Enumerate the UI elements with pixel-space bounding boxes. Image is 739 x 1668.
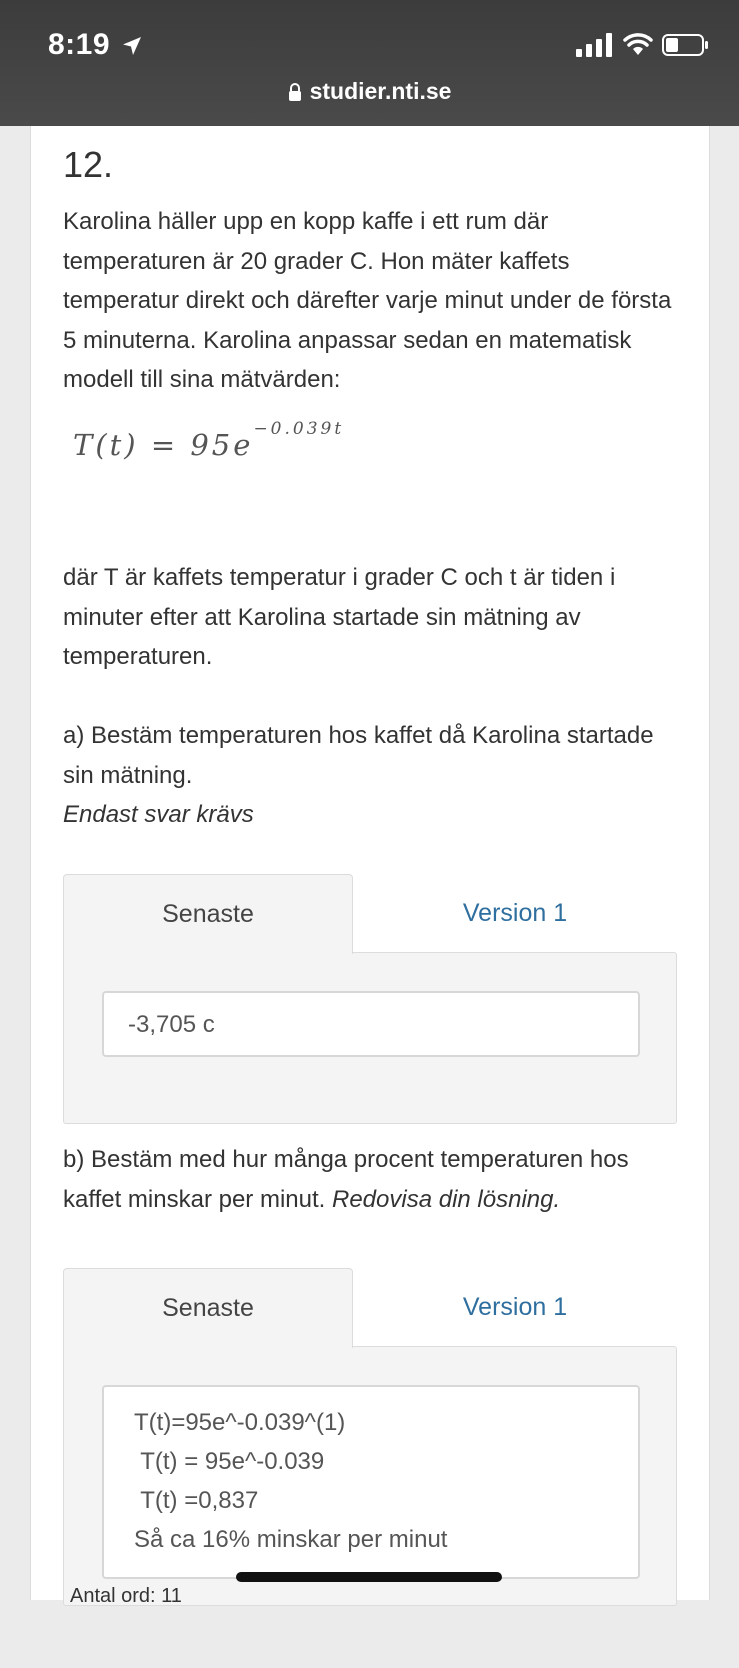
home-indicator[interactable] [236, 1572, 502, 1582]
question-explanation: där T är kaffets temperatur i grader C och t är tiden i minuter efter att Karolina startade sin mätning av temperaturen. [63, 564, 616, 670]
part-b-answer-field[interactable] [102, 1385, 640, 1579]
cellular-signal-icon [576, 33, 614, 57]
question-card [30, 126, 710, 1600]
lock-icon [288, 83, 302, 101]
formula-main: T(t) = 95e [73, 428, 254, 462]
tab-version-1-b[interactable]: Version 1 [462, 1292, 568, 1321]
url-text: studier.nti.se [309, 78, 452, 104]
question-intro: Karolina häller upp en kopp kaffe i ett rum där temperaturen är 20 grader C. Hon mäter kaffets temperatur direkt och därefter varje minut under de första 5 minuterna. Karolina anpassar sedan en matematisk modell till sina mätvärden: [63, 208, 672, 393]
formula-exponent: −0.039t [253, 419, 345, 440]
tab-senaste-b[interactable]: Senaste [63, 1268, 353, 1348]
answer-line: T(t)=95e^-0.039^(1) [134, 1409, 346, 1436]
question-number: 12. [63, 144, 114, 185]
answer-line: T(t) =0,837 [134, 1487, 259, 1514]
part-a-note: Endast svar krävs [63, 801, 254, 828]
status-time: 8:19 [48, 28, 111, 61]
wifi-icon [623, 31, 653, 57]
part-a-panel-body [63, 952, 677, 1124]
part-b-prompt [63, 1140, 683, 1219]
formula-image [73, 419, 345, 462]
location-arrow-icon [120, 34, 144, 58]
part-a-prompt [63, 716, 683, 835]
part-a-answer-field[interactable] [102, 991, 640, 1057]
url-bar[interactable] [0, 78, 739, 105]
part-a-prompt-text: a) Bestäm temperaturen hos kaffet då Karolina startade sin mätning. [63, 722, 654, 789]
part-b-prompt-text: b) Bestäm med hur många procent temperaturen hos kaffet minskar per minut. [63, 1146, 629, 1213]
answer-line: Så ca 16% minskar per minut [134, 1526, 448, 1553]
tab-version-1-a[interactable]: Version 1 [462, 898, 568, 927]
answer-line: T(t) = 95e^-0.039 [134, 1448, 325, 1475]
battery-icon [662, 33, 710, 57]
word-count: Antal ord: 11 [70, 1585, 182, 1607]
part-b-answer-panel [63, 1268, 677, 1668]
part-b-prompt-italic: Redovisa din lösning. [332, 1185, 561, 1213]
part-a-answer-text: -3,705 c [128, 1011, 215, 1038]
tab-senaste-a[interactable]: Senaste [63, 874, 353, 954]
browser-top-bar [0, 0, 739, 126]
part-b-panel-body [63, 1346, 677, 1606]
